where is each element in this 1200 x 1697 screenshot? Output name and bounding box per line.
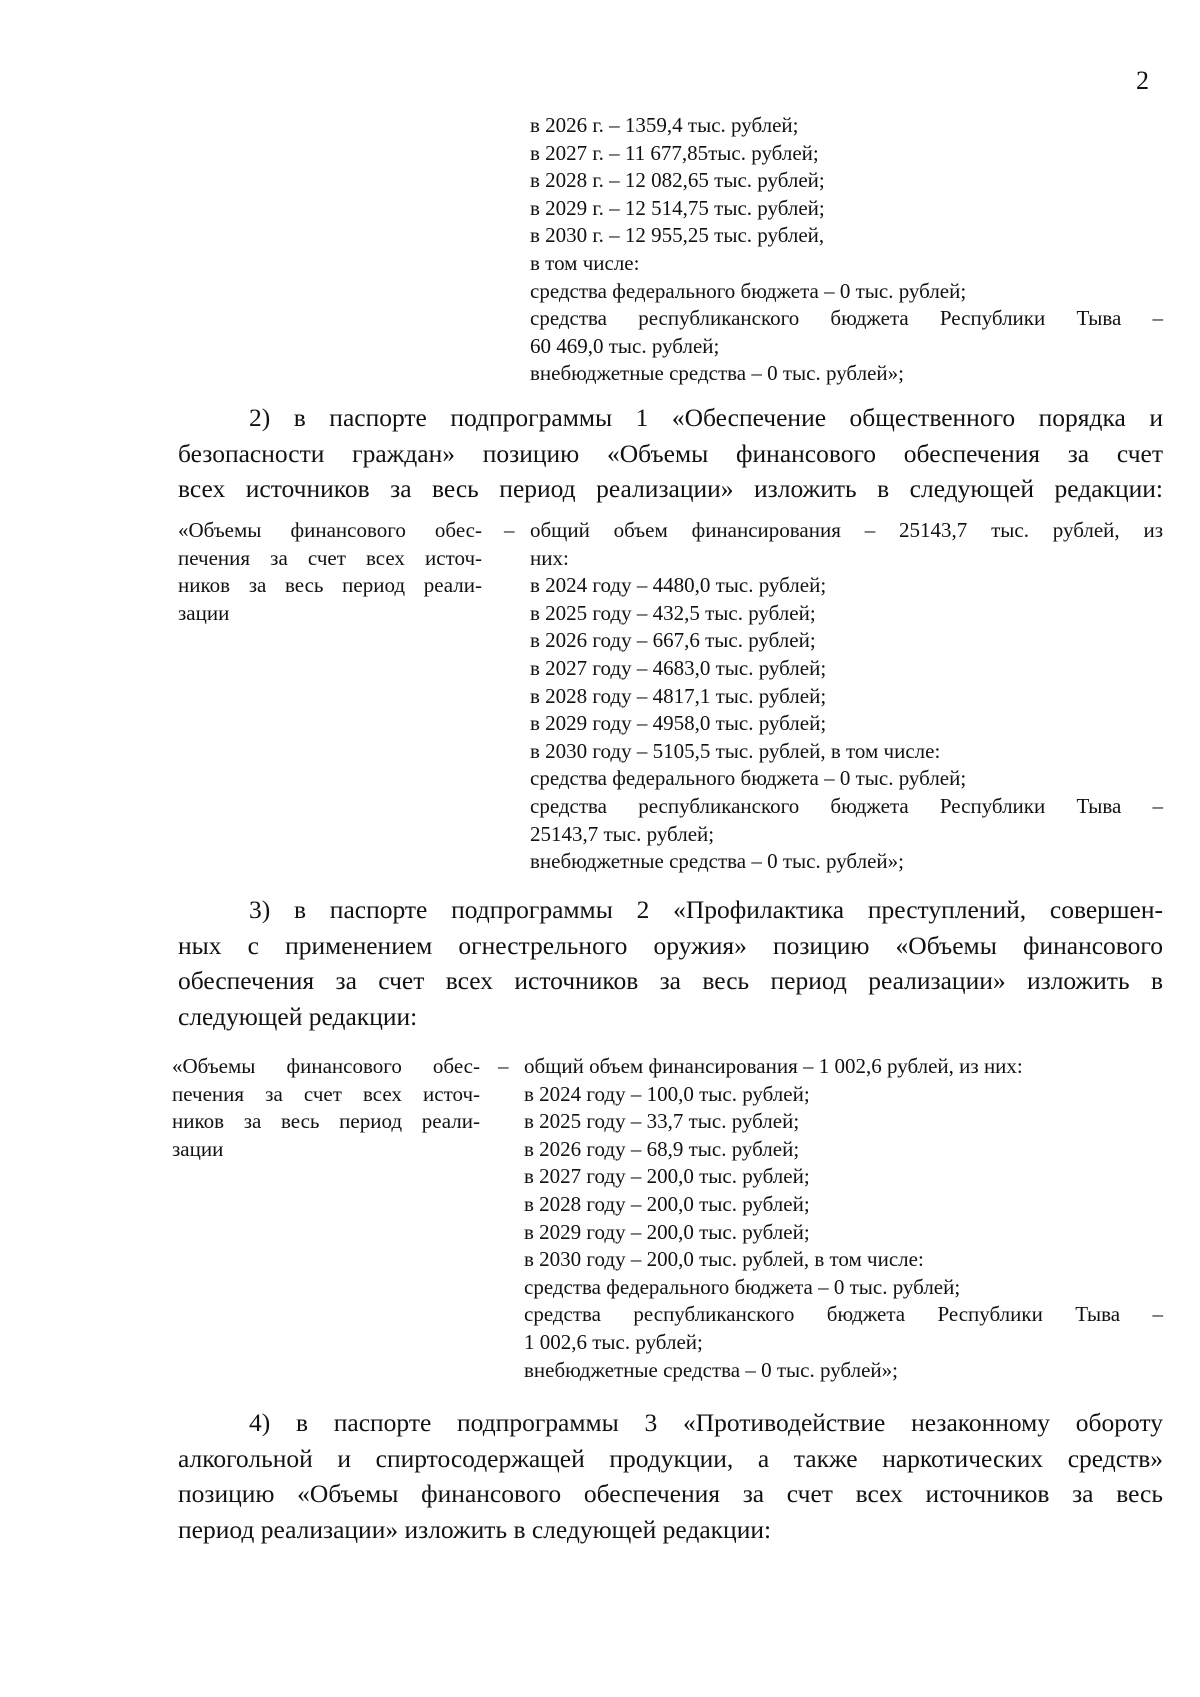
funding-line: в 2027 году – 200,0 тыс. рублей; [524,1164,810,1189]
funding-line: в 2027 году – 4683,0 тыс. рублей; [530,655,827,680]
funding-year-line: 60 469,0 тыс. рублей; [530,333,720,358]
funding-year-line: в 2026 г. – 1359,4 тыс. рублей; [530,113,799,137]
position-label [178,517,482,627]
funding-year-line: в 2027 г. – 11 677,85тыс. рублей; [530,140,819,165]
funding-line: в 2030 году – 5105,5 тыс. рублей, в том числе: [530,738,941,763]
paragraph-line: позицию «Объемы финансового обеспечения за счет всех источников за весь [178,1479,1163,1508]
position-dash: – [498,1054,509,1078]
funding-year-line: средства республиканского бюджета Республики Тыва – [530,306,1163,331]
funding-year-line: средства федерального бюджета – 0 тыс. рублей; [530,278,967,303]
paragraph-line: 4) в паспорте подпрограммы 3 «Противодействие незаконному обороту [249,1408,1163,1437]
paragraph-line: алкогольной и спиртосодержащей продукции, а также наркотических средств» [178,1443,1163,1473]
position-values [530,517,1163,876]
label-line: печения за счет всех источ- [172,1081,480,1106]
funding-line: в 2026 году – 667,6 тыс. рублей; [530,628,816,653]
funding-line: в 2029 году – 200,0 тыс. рублей; [524,1219,810,1244]
paragraph-subprogram-3 [178,1405,1163,1547]
funding-year-line: в 2028 г. – 12 082,65 тыс. рублей; [530,168,825,193]
passport-position-subprogram-2 [172,1053,1163,1393]
position-values [524,1053,1163,1384]
funding-line: в 2026 году – 68,9 тыс. рублей; [524,1136,800,1161]
funding-line: 1 002,6 тыс. рублей; [524,1329,703,1354]
label-line: «Объемы финансового обес- [172,1054,480,1078]
label-line: ников за весь период реали- [178,573,482,598]
label-line: ников за весь период реали- [172,1109,480,1134]
funding-year-line: внебюджетные средства – 0 тыс. рублей»; [530,361,904,386]
label-line: зации [172,1136,224,1161]
paragraph-line: безопасности граждан» позицию «Объемы финансового обеспечения за счет [178,438,1163,468]
funding-year-line: в 2029 г. – 12 514,75 тыс. рублей; [530,195,825,220]
label-line: «Объемы финансового обес- [178,518,482,542]
paragraph-line: 3) в паспорте подпрограммы 2 «Профилактика преступлений, совершен- [249,895,1163,924]
paragraph-subprogram-1 [178,400,1163,507]
funding-line: средства республиканского бюджета Республики Тыва – [524,1302,1163,1327]
funding-line: в 2025 году – 33,7 тыс. рублей; [524,1109,800,1134]
funding-line: в 2028 году – 200,0 тыс. рублей; [524,1191,810,1216]
funding-line: в 2024 году – 4480,0 тыс. рублей; [530,573,827,598]
funding-year-line: в 2030 г. – 12 955,25 тыс. рублей, [530,223,825,248]
passport-position-subprogram-1 [178,517,1163,887]
funding-line: средства федерального бюджета – 0 тыс. рублей; [524,1274,961,1299]
funding-continuation-block [530,112,1163,388]
label-line: печения за счет всех источ- [178,545,482,570]
funding-line: 25143,7 тыс. рублей; [530,821,715,846]
page-number: 2 [1136,66,1149,95]
funding-line: них: [530,545,569,570]
paragraph-subprogram-2 [178,892,1163,1034]
funding-line: в 2028 году – 4817,1 тыс. рублей; [530,683,827,708]
paragraph-line: 2) в паспорте подпрограммы 1 «Обеспечение общественного порядка и [249,403,1163,432]
funding-line: средства федерального бюджета – 0 тыс. рублей; [530,766,967,791]
funding-line: общий объем финансирования – 25143,7 тыс. рублей, из [530,518,1163,542]
label-line: зации [178,600,230,625]
paragraph-line: всех источников за весь период реализации» изложить в следующей редакции: [178,474,1163,503]
funding-line: в 2024 году – 100,0 тыс. рублей; [524,1081,810,1106]
position-label [172,1053,480,1163]
funding-line: в 2025 году – 432,5 тыс. рублей; [530,600,816,625]
position-dash: – [504,518,515,542]
funding-line: в 2030 году – 200,0 тыс. рублей, в том числе: [524,1247,924,1272]
funding-line: внебюджетные средства – 0 тыс. рублей»; [530,849,904,874]
paragraph-line: период реализации» изложить в следующей редакции: [178,1514,772,1544]
funding-year-line: в том числе: [530,250,640,275]
paragraph-line: ных с применением огнестрельного оружия» позицию «Объемы финансового [178,930,1163,960]
paragraph-line: следующей редакции: [178,1001,418,1031]
funding-line: в 2029 году – 4958,0 тыс. рублей; [530,711,827,736]
funding-line: средства республиканского бюджета Республики Тыва – [530,793,1163,818]
paragraph-line: обеспечения за счет всех источников за весь период реализации» изложить в [178,966,1163,995]
funding-line: внебюджетные средства – 0 тыс. рублей»; [524,1357,898,1382]
funding-line: общий объем финансирования – 1 002,6 рублей, из них: [524,1054,1023,1078]
